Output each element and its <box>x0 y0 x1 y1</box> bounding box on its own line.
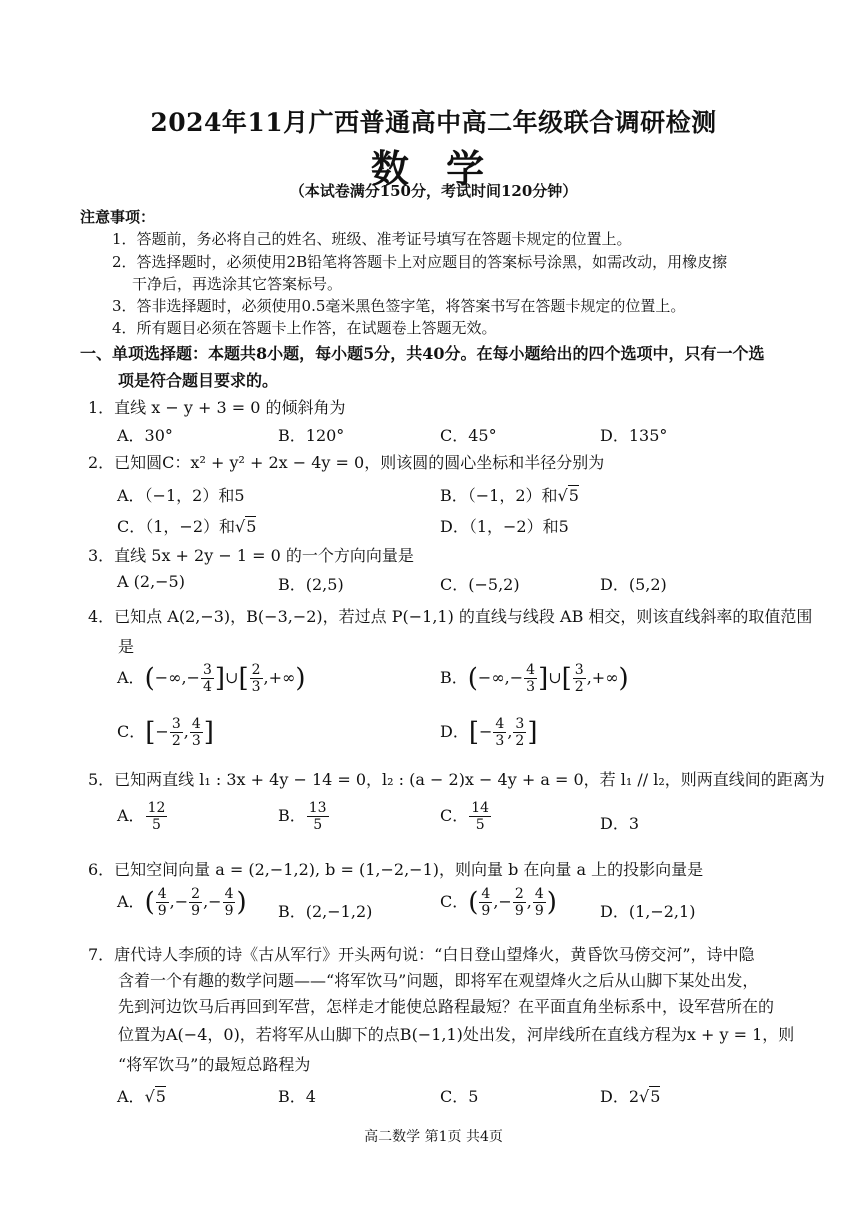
question-7-line: 先到河边饮马后再回到军营，怎样走才能使总路程最短？在平面直角坐标系中，设军营所在的 <box>118 997 775 1016</box>
sqrt-radicand: 5 <box>650 1087 661 1106</box>
question-3-stem: 3．直线 5x + 2y − 1 = 0 的一个方向向量是 <box>88 546 414 565</box>
q1-option-b: B．120° <box>278 426 345 445</box>
question-1-stem: 1．直线 x − y + 3 = 0 的倾斜角为 <box>88 398 346 417</box>
q4-option-d: D．[− $\frac{4}{3}$ , $\frac{3}{2}$ ] <box>440 716 538 749</box>
question-4-stem-cont: 是 <box>118 637 135 656</box>
q4-option-a: A．(−∞,− $\frac{3}{4}$ ]∪[ $\frac{2}{3}$ ,+∞) <box>117 662 306 695</box>
notice-item: 2．答选择题时，必须使用2B铅笔将答题卡上对应题目的答案标号涂黑，如需改动，用橡皮擦 <box>112 253 728 271</box>
notice-item: 4．所有题目必须在答题卡上作答，在试题卷上答题无效。 <box>112 319 497 337</box>
notice-item: 干净后，再选涂其它答案标号。 <box>132 275 343 293</box>
question-5-stem: 5．已知两直线 l₁ : 3x + 4y − 14 = 0，l₂ : (a − 2)x − 4y + a = 0，若 l₁ // l₂，则两直线间的距离为 <box>88 770 825 789</box>
q2-option-b-text: B．（−1，2）和 <box>440 486 558 505</box>
exam-title: 2024年11月广西普通高中高二年级联合调研检测 <box>150 108 717 137</box>
q7-option-c: C．5 <box>440 1087 479 1106</box>
q5-option-d: D．3 <box>600 814 640 833</box>
q1-option-c: C．45° <box>440 426 497 445</box>
q2-option-d: D．（1，−2）和5 <box>440 517 569 536</box>
question-7-line: “将军饮马”的最短总路程为 <box>118 1055 311 1074</box>
q3-option-d: D．(5,2) <box>600 575 667 594</box>
section-heading-cont: 项是符合题目要求的。 <box>118 371 279 390</box>
q4-option-b: B．(−∞,− $\frac{4}{3}$ ]∪[ $\frac{3}{2}$ ,+∞) <box>440 662 629 695</box>
q7-option-a: A．√5 <box>117 1087 166 1106</box>
q2-option-c-text: C．（1，−2）和 <box>117 517 236 536</box>
sqrt-radicand: 5 <box>246 517 257 536</box>
q2-option-a: A．（−1，2）和5 <box>117 486 245 505</box>
section-heading: 一、单项选择题：本题共8小题，每小题5分，共40分。在每小题给出的四个选项中，只有一个选 <box>80 344 765 363</box>
q6-option-a: A．( $\frac{4}{9}$ ,− $\frac{2}{9}$ ,− $\frac{4}{9}$ ) <box>117 886 247 919</box>
q4-option-c: C．[− $\frac{3}{2}$ , $\frac{4}{3}$ ] <box>117 716 214 749</box>
exam-info: （本试卷满分150分，考试时间120分钟） <box>289 182 578 200</box>
q5-option-a: A． $\frac{12}{5}$ <box>117 800 166 833</box>
q1-option-d: D．135° <box>600 426 668 445</box>
q6-option-c: C．( $\frac{4}{9}$ ,− $\frac{2}{9}$ , $\frac{4}{9}$ ) <box>440 886 557 919</box>
question-6-stem: 6．已知空间向量 a = (2,−1,2), b = (1,−2,−1)，则向量 b 在向量 a 上的投影向量是 <box>88 860 704 879</box>
sqrt-radicand: 5 <box>155 1087 166 1106</box>
q6-option-d: D．(1,−2,1) <box>600 902 696 921</box>
sqrt-radicand: 5 <box>568 486 579 505</box>
q7-option-d-text: D．2 <box>600 1087 640 1106</box>
q7-option-b: B．4 <box>278 1087 316 1106</box>
page-footer: 高二数学 第1页 共4页 <box>364 1129 503 1145</box>
q5-option-b: B． $\frac{13}{5}$ <box>278 800 327 833</box>
q3-option-c: C．(−5,2) <box>440 575 520 594</box>
q7-option-d: D．2√5 <box>600 1087 661 1106</box>
q3-option-a: A (2,−5) <box>117 572 185 591</box>
question-7-line: 位置为A(−4，0)，若将军从山脚下的点B(−1,1)处出发，河岸线所在直线方程为x + y = 1，则 <box>118 1025 795 1044</box>
q7-option-a-text: A． <box>117 1087 145 1106</box>
notice-title: 注意事项： <box>80 208 156 226</box>
question-7-line: 7．唐代诗人李颀的诗《古从军行》开头两句说：“白日登山望烽火，黄昏饮马傍交河”，诗中隐 <box>88 945 755 964</box>
q2-option-b: B．（−1，2）和√5 <box>440 486 579 505</box>
q6-option-b: B．(2,−1,2) <box>278 902 373 921</box>
q2-option-c: C．（1，−2）和√5 <box>117 517 257 536</box>
notice-item: 3．答非选择题时，必须使用0.5毫米黑色签字笔，将答案书写在答题卡规定的位置上。 <box>112 297 686 315</box>
question-4-stem: 4．已知点 A(2,−3)，B(−3,−2)，若过点 P(−1,1) 的直线与线段 AB 相交，则该直线斜率的取值范围 <box>88 607 813 626</box>
question-2-stem: 2．已知圆C：x² + y² + 2x − 4y = 0，则该圆的圆心坐标和半径分别为 <box>88 453 605 472</box>
subject-title: 数 学 <box>370 146 497 191</box>
notice-item: 1．答题前，务必将自己的姓名、班级、准考证号填写在答题卡规定的位置上。 <box>112 230 632 248</box>
q5-option-c: C． $\frac{14}{5}$ <box>440 800 490 833</box>
q3-option-b: B．(2,5) <box>278 575 344 594</box>
question-7-line: 含着一个有趣的数学问题——“将军饮马”问题，即将军在观望烽火之后从山脚下某处出发， <box>118 971 759 990</box>
q1-option-a: A．30° <box>117 426 173 445</box>
